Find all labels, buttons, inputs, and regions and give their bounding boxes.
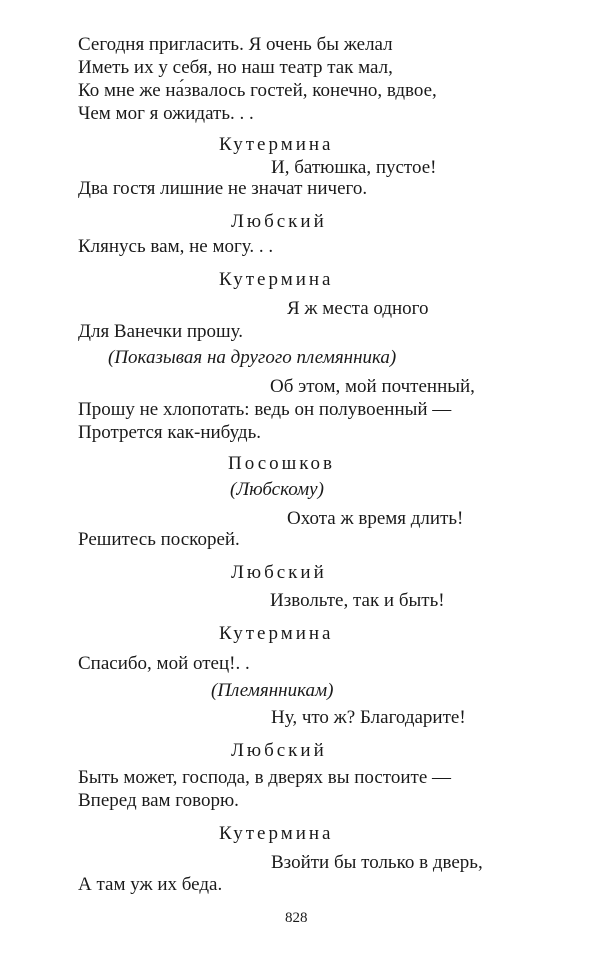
verse-line: Решитесь поскорей. — [78, 529, 240, 550]
speaker-name: Кутермина — [219, 823, 334, 844]
verse-line: И, батюшка, пустое! — [271, 157, 437, 178]
verse-line: Протрется как-нибудь. — [78, 422, 261, 443]
verse-line: Я ж места одного — [287, 298, 429, 319]
stage-direction: (Племянникам) — [211, 680, 334, 701]
stage-direction: (Любскому) — [230, 479, 324, 500]
speaker-name: Любский — [231, 740, 327, 761]
verse-line: Ко мне же на́звалось гостей, конечно, вдвое, — [78, 80, 437, 101]
verse-line: Охота ж время длить! — [287, 508, 464, 529]
verse-line: Извольте, так и быть! — [270, 590, 445, 611]
verse-line: Взойти бы только в дверь, — [271, 852, 483, 873]
verse-line: А там уж их беда. — [78, 874, 223, 895]
verse-line: Иметь их у себя, но наш театр так мал, — [78, 57, 393, 78]
verse-line: Клянусь вам, не могу. . . — [78, 236, 274, 257]
verse-line: Ну, что ж? Благодарите! — [271, 707, 466, 728]
verse-line: Два гостя лишние не значат ничего. — [78, 178, 368, 199]
speaker-name: Любский — [231, 211, 327, 232]
stage-direction: (Показывая на другого племянника) — [108, 347, 397, 368]
speaker-name: Любский — [231, 562, 327, 583]
speaker-name: Кутермина — [219, 134, 334, 155]
verse-line: Для Ванечки прошу. — [78, 321, 244, 342]
verse-line: Сегодня пригласить. Я очень бы желал — [78, 34, 393, 55]
page-number: 828 — [285, 910, 308, 926]
verse-line: Спасибо, мой отец!. . — [78, 653, 250, 674]
verse-line: Вперед вам говорю. — [78, 790, 239, 811]
verse-line: Прошу не хлопотать: ведь он полувоенный — — [78, 399, 452, 420]
verse-line: Об этом, мой почтенный, — [270, 376, 475, 397]
verse-line: Быть может, господа, в дверях вы постоите — — [78, 767, 452, 788]
speaker-name: Кутермина — [219, 269, 334, 290]
speaker-name: Кутермина — [219, 623, 334, 644]
verse-line: Чем мог я ожидать. . . — [78, 103, 254, 124]
speaker-name: Посошков — [228, 453, 335, 474]
